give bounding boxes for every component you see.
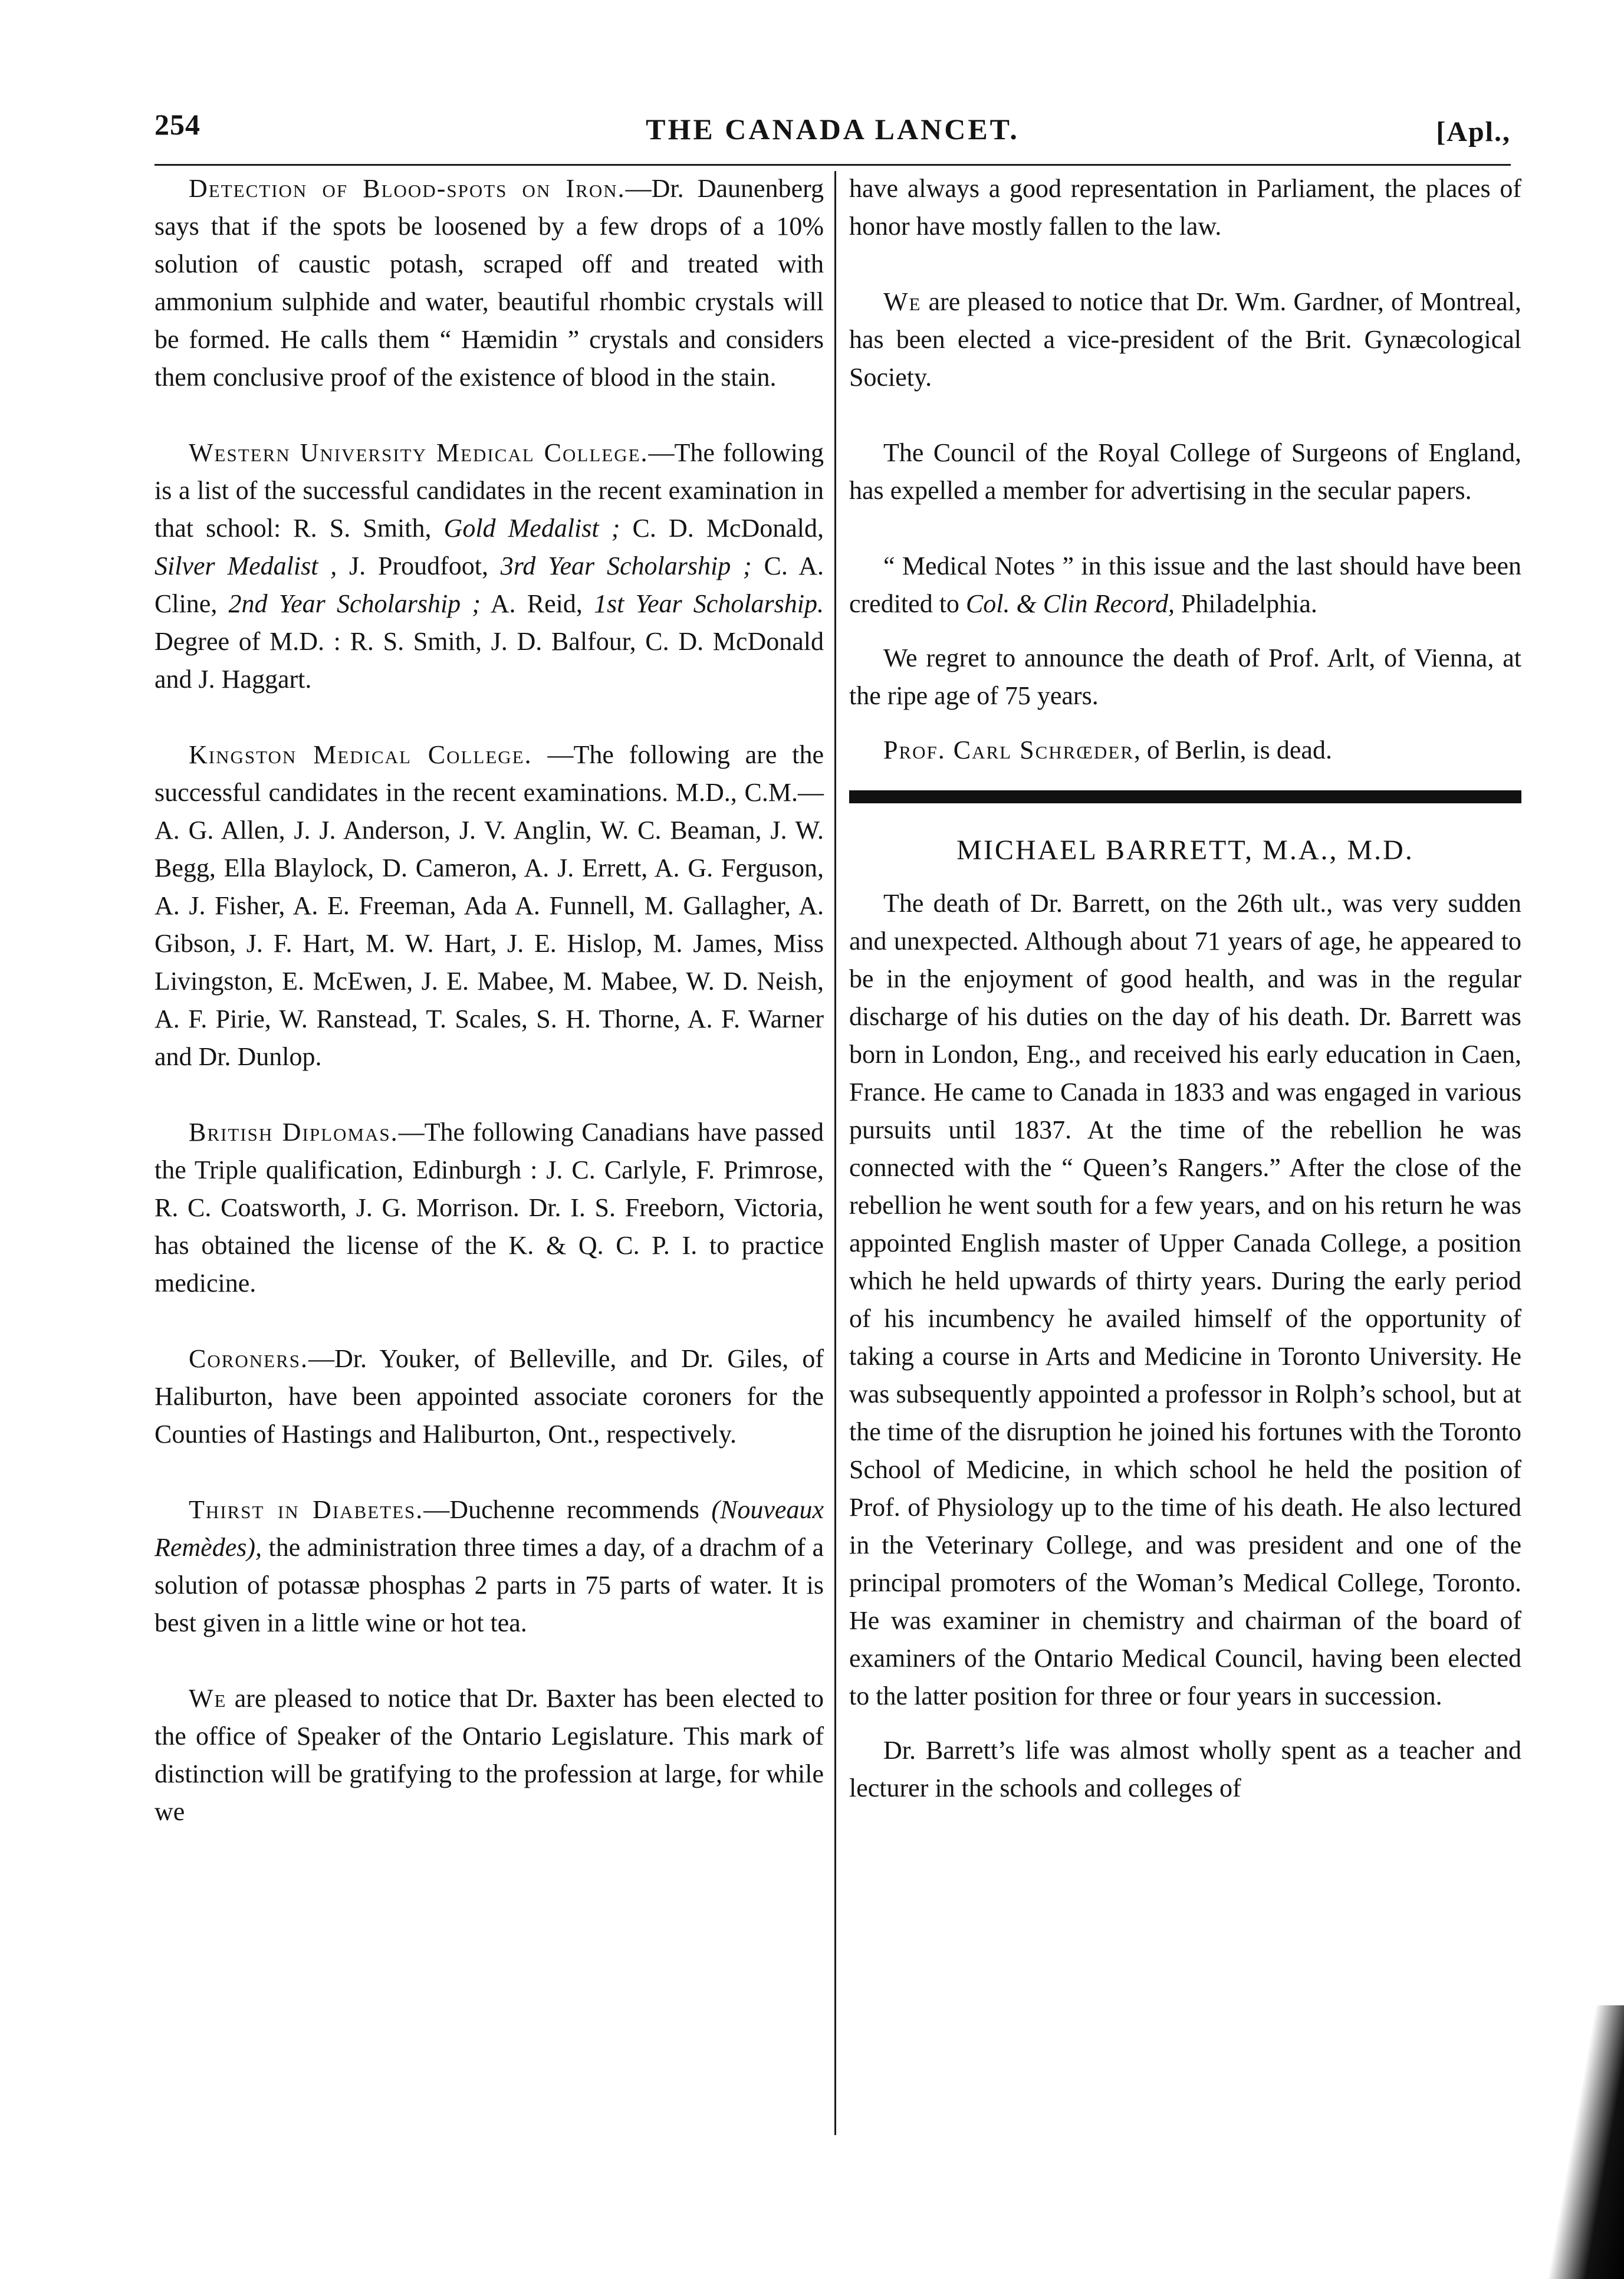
award-silver: Silver Medalist , (154, 551, 337, 580)
running-head (154, 107, 1511, 160)
article-royal-college: The Council of the Royal College of Surgeons of England, has expelled a member for advertising in the secular papers. (849, 438, 1521, 505)
right-column (849, 170, 1521, 1824)
left-column (154, 170, 824, 1868)
article-text: J. Proudfoot, (337, 551, 501, 580)
article-heading: Coroners. (189, 1344, 309, 1373)
article-schroeder (849, 731, 1521, 769)
article-text: —The following is a list of the successful candidates in the recent examination in that school: R. S. Smith, (154, 438, 824, 543)
article-blood-spots (154, 170, 824, 396)
article-western-university (154, 434, 824, 698)
person-name: Prof. Carl Schrœder (883, 735, 1134, 764)
article-text: Degree of M.D. : R. S. Smith, J. D. Balfour, C. D. McDonald and J. Haggart. (154, 627, 824, 694)
article-body: are pleased to notice that Dr. Baxter has been elected to the office of Speaker of the Ontario Legislature. This mark of distinction will be gratifying to the profession at large, for while we (154, 1684, 824, 1826)
article-body: —The following are the successful candidates in the recent examinations. M.D., C.M.—A. G. Allen, J. J. Anderson, J. V. Anglin, W. C. Beaman, J. W. Begg, Ella Blaylock, D. Cameron, A. J. Errett, A. G. Ferguson, A. J. Fisher, A. E. Freeman, Ada A. Funnell, M. Gallagher, A. Gibson, J. F. Hart, M. W. Hart, J. E. Hislop, M. James, Miss Livingston, E. McEwen, J. E. Mabee, M. Mabee, W. D. Neish, A. F. Pirie, W. Ranstead, T. Scales, S. H. Thorne, A. F. Warner and Dr. Dunlop. (154, 740, 824, 1071)
column-divider (834, 171, 836, 2135)
section-rule (849, 790, 1521, 803)
article-body: , of Berlin, is dead. (1133, 735, 1332, 764)
award-second-year: 2nd Year Scholarship ; (228, 589, 481, 618)
obituary-title: MICHAEL BARRETT, M.A., M.D. (956, 835, 1414, 866)
article-body: —The following Canadians have passed the Triple qualification, Edinburgh : J. C. Carlyle, F. Primrose, R. C. Coatsworth, J. G. Morrison. Dr. I. S. Freeborn, Victoria, has obtained the license of the K. & Q. C. P. I. to practice medicine. (154, 1118, 824, 1298)
journal-title: THE CANADA LANCET. (646, 113, 1020, 146)
issue-month: [Apl., (1436, 116, 1511, 147)
article-british-diplomas (154, 1114, 824, 1302)
article-baxter (154, 1680, 824, 1831)
article-text: C. D. McDonald, (620, 514, 824, 543)
article-text: “ Medical Notes ” in this issue and the last should have been credited to (849, 551, 1521, 618)
article-text: A. Reid, (481, 589, 594, 618)
lead-word: We (189, 1684, 227, 1713)
page-curl-shadow (1545, 2005, 1624, 2279)
article-heading: Detection of Blood-spots on Iron. (189, 174, 626, 203)
article-gardner (849, 283, 1521, 396)
article-heading: British Diplomas. (189, 1118, 399, 1147)
article-arlt: We regret to announce the death of Prof. Arlt, of Vienna, at the ripe age of 75 years. (849, 643, 1521, 710)
article-medical-notes (849, 547, 1521, 623)
article-body: —Dr. Daunenberg says that if the spots be loosened by a few drops of a 10% solution of caustic potash, scraped off and treated with ammonium sulphide and water, beautiful rhombic crystals will be formed. He calls them “ Hæmidin ” crystals and considers them conclusive proof of the existence of blood in the stain. (154, 174, 824, 392)
award-third-year: 3rd Year Scholarship ; (500, 551, 752, 580)
article-heading: Western University Medical College. (189, 438, 649, 467)
article-heading: Kingston Medical College. (189, 740, 532, 769)
header-rule (154, 164, 1511, 166)
lead-word: We (883, 287, 922, 316)
article-text: the administration three times a day, of a drachm of a solution of potassæ phosphas 2 parts in 75 parts of water. It is best given in a little wine or hot tea. (154, 1533, 824, 1637)
article-coroners (154, 1340, 824, 1453)
article-text: Philadelphia. (1174, 589, 1317, 618)
article-text: C. A. Cline, (154, 551, 824, 618)
obituary-paragraph: The death of Dr. Barrett, on the 26th ult., was very sudden and unexpected. Although about 71 years of age, he appeared to be in the enjoyment of good health, and was in the regular discharge of his duties on the day of his death. Dr. Barrett was born in London, Eng., and received his early education in Caen, France. He came to Canada in 1833 and was engaged in various pursuits until 1837. At the time of the rebellion he was connected with the “ Queen’s Rangers.” After the close of the rebellion he went south for a few years, and on his return he was appointed English master of Upper Canada College, a position which he held upwards of thirty years. During the early period of his incumbency he availed himself of the opportunity of taking a course in Arts and Medicine in Toronto University. He was subsequently appointed a professor in Rolph’s school, but at the time of the disruption he joined his fortunes with the Toronto School of Medicine, in which school he held the position of Prof. of Physiology up to the time of his death. He also lectured in the Veterinary College, and was president and one of the principal promoters of the Woman’s Medical College, Toronto. He was examiner in chemistry and chairman of the board of examiners of the Ontario Medical Council, having been elected to the latter position for three or four years in succession. (849, 889, 1521, 1710)
article-body: —Dr. Youker, of Belleville, and Dr. Giles, of Haliburton, have been appointed associate coroners for the Counties of Hastings and Haliburton, Ont., respectively. (154, 1344, 824, 1449)
article-kingston (154, 736, 824, 1076)
article-body: are pleased to notice that Dr. Wm. Gardner, of Montreal, has been elected a vice-president of the Brit. Gynæcological Society. (849, 287, 1521, 392)
award-first-year: 1st Year Scholarship. (594, 589, 824, 618)
article-thirst-diabetes (154, 1491, 824, 1642)
award-gold: Gold Medalist ; (443, 514, 620, 543)
article-source: (Nouveaux Remèdes), (154, 1495, 824, 1562)
article-continuation: have always a good representation in Parliament, the places of honor have mostly fallen to the law. (849, 174, 1521, 241)
article-source: Col. & Clin Record, (965, 589, 1175, 618)
page-number: 254 (154, 108, 200, 141)
article-heading: Thirst in Diabetes. (189, 1495, 424, 1524)
obituary-paragraph: Dr. Barrett’s life was almost wholly spent as a teacher and lecturer in the schools and colleges of (849, 1736, 1521, 1802)
article-text: —Duchenne recommends (423, 1495, 712, 1524)
